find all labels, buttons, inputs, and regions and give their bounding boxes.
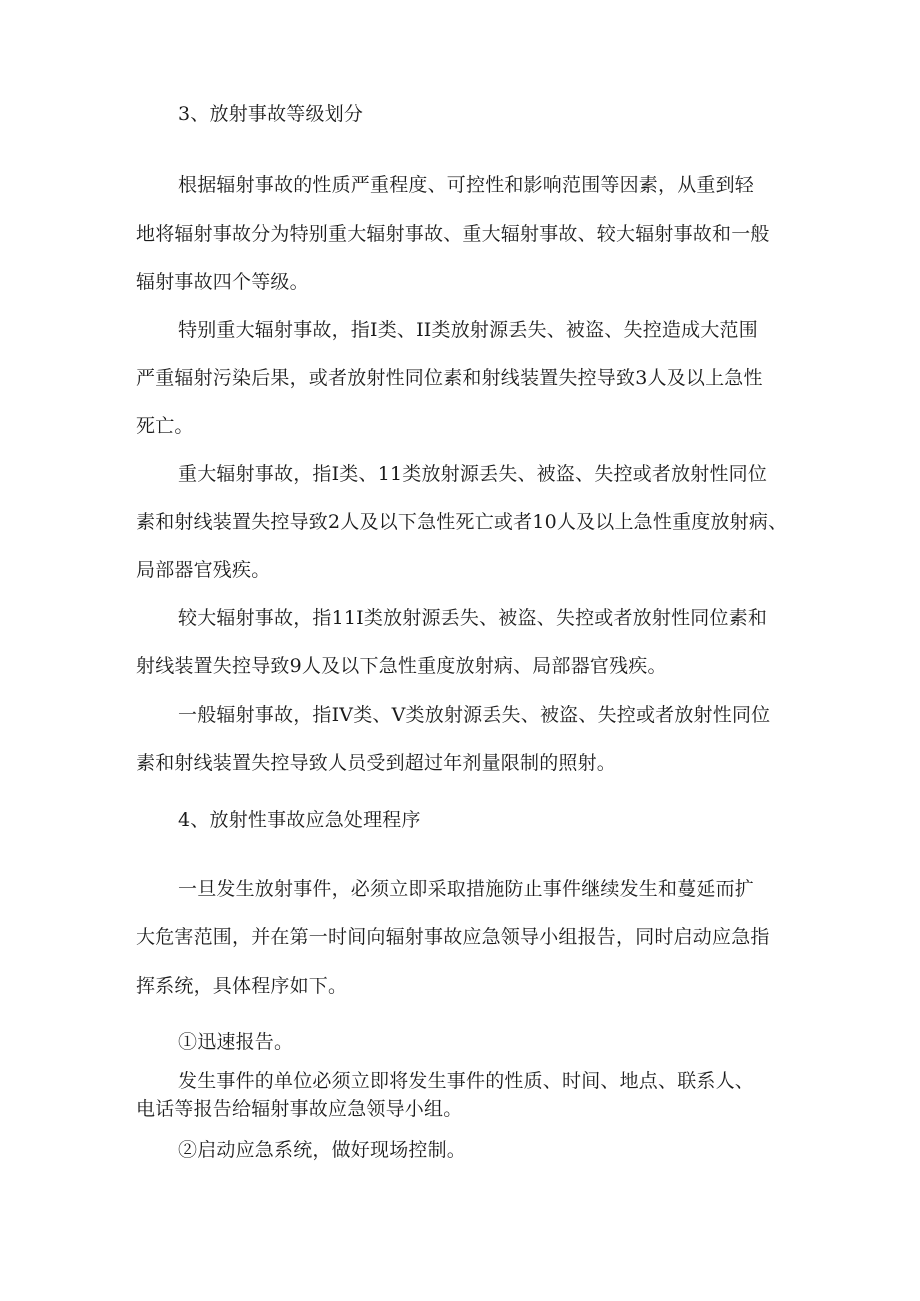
procedure-line-3: 挥系统，具体程序如下。 <box>136 975 348 997</box>
step-1-body-line-2: 电话等报告给辐射事故应急领导小组。 <box>136 1098 463 1120</box>
special-accident-line-1: 特别重大辐射事故，指I类、II类放射源丢失、被盗、失控造成大范围 <box>178 319 758 341</box>
intro-paragraph-line-3: 辐射事故四个等级。 <box>136 271 309 293</box>
general-accident-line-1: 一般辐射事故，指IV类、V类放射源丢失、被盗、失控或者放射性同位 <box>178 704 771 726</box>
special-accident-line-3: 死亡。 <box>136 415 194 437</box>
step-1-title: ①迅速报告。 <box>178 1031 294 1053</box>
major-accident-line-1: 重大辐射事故，指I类、11类放射源丢失、被盗、失控或者放射性同位 <box>178 463 768 485</box>
procedure-line-2: 大危害范围，并在第一时间向辐射事故应急领导小组报告，同时启动应急指 <box>136 926 770 948</box>
major-accident-line-3: 局部器官残疾。 <box>136 559 271 581</box>
special-accident-line-2: 严重辐射污染后果，或者放射性同位素和射线装置失控导致3人及以上急性 <box>136 367 763 389</box>
section-4-heading: 4、放射性事故应急处理程序 <box>178 809 421 831</box>
section-3-heading: 3、放射事故等级划分 <box>178 103 364 125</box>
step-1-body-line-1: 发生事件的单位必须立即将发生事件的性质、时间、地点、联系人、 <box>178 1070 755 1092</box>
intro-paragraph-line-1: 根据辐射事故的性质严重程度、可控性和影响范围等因素，从重到轻 <box>178 174 755 196</box>
major-accident-line-2: 素和射线装置失控导致2人及以下急性死亡或者10人及以上急性重度放射病、 <box>136 511 788 533</box>
general-accident-line-2: 素和射线装置失控导致人员受到超过年剂量限制的照射。 <box>136 752 617 774</box>
step-2-title: ②启动应急系统，做好现场控制。 <box>178 1139 467 1161</box>
procedure-line-1: 一旦发生放射事件，必须立即采取措施防止事件继续发生和蔓延而扩 <box>178 878 755 900</box>
large-accident-line-2: 射线装置失控导致9人及以下急性重度放射病、局部器官残疾。 <box>136 655 667 677</box>
intro-paragraph-line-2: 地将辐射事故分为特别重大辐射事故、重大辐射事故、较大辐射事故和一般 <box>136 223 770 245</box>
large-accident-line-1: 较大辐射事故，指11I类放射源丢失、被盗、失控或者放射性同位素和 <box>178 607 768 629</box>
